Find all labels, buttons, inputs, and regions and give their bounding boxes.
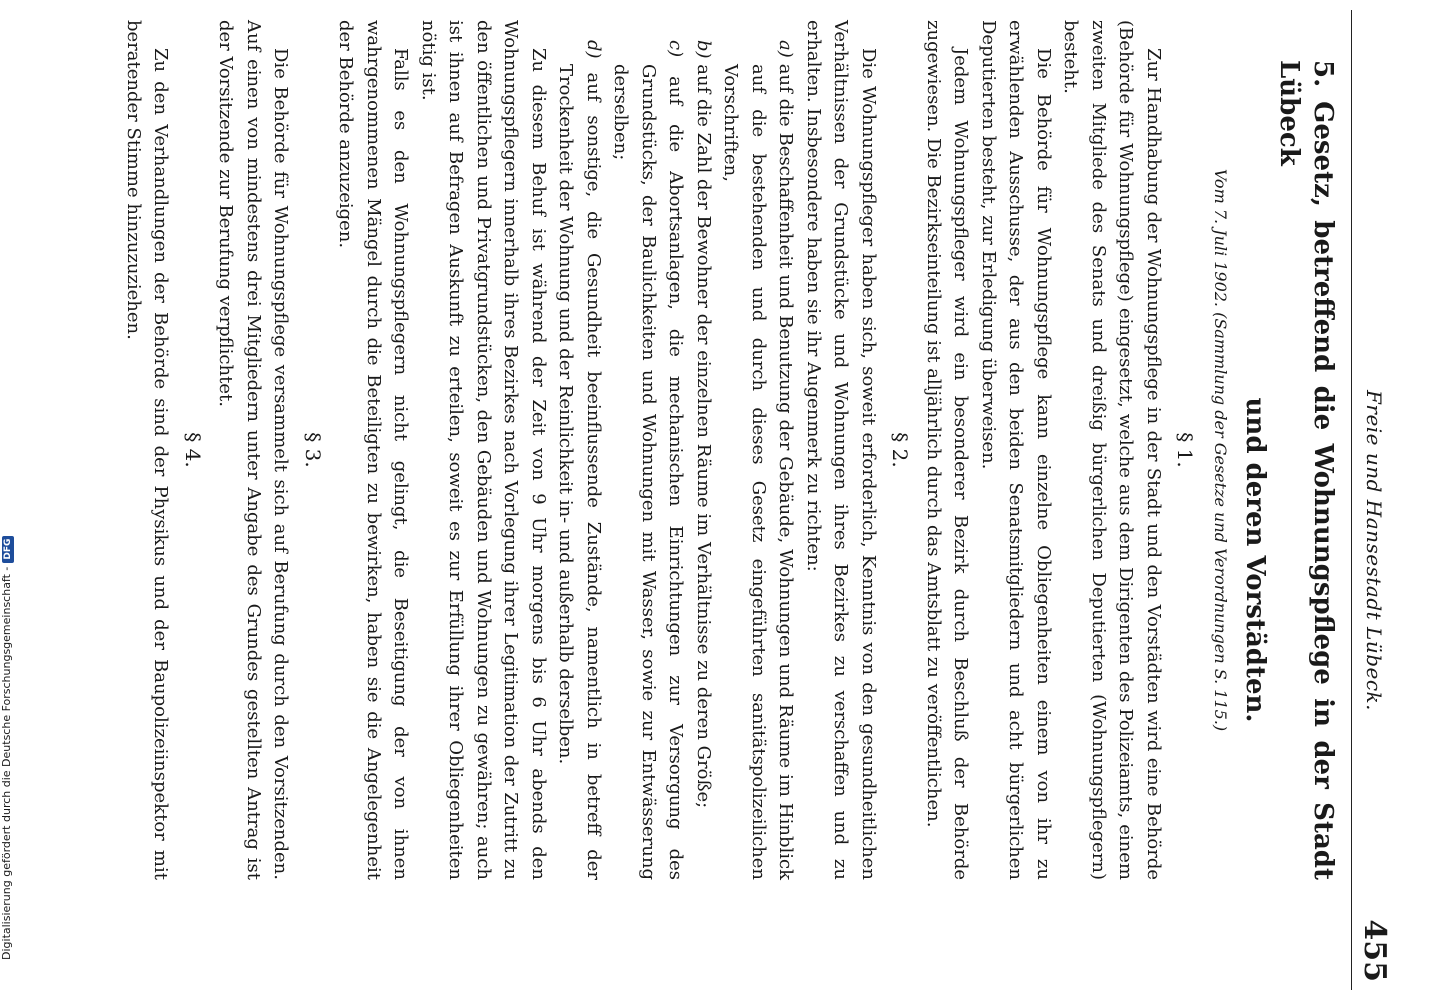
section-4-paragraph-1: Zu den Verhandlungen der Behörde sind der Physikus und der Baupolizeiinspektor mit beratender Stimme hinzuzuziehen.	[123, 20, 172, 880]
list-letter: c)	[665, 40, 687, 58]
document-title	[1238, 20, 1340, 880]
section-3-paragraph-1: Die Behörde für Wohnungspflege versammelt sich auf Berufung durch den Vorsitzenden. Auf einen von mindestens drei Mitgliedern unter Angabe des Grundes gestellten Antrag ist der Vorsitzende zur Berufung verpflichtet.	[215, 20, 292, 880]
source-citation: Vom 7. Juli 1902. (Sammlung der Gesetze und Verordnungen S. 115.)	[1211, 168, 1230, 732]
list-item-text: auf die Zahl der Bewohner der einzelnen Räume im Verhältnisse zu deren Größe;	[693, 64, 714, 809]
section-1-paragraph-3: Jedem Wohnungspfleger wird ein besonderer Bezirk durch Beschluß der Behörde zugewiesen. Die Bezirkseinteilung ist alljährlich durch das Amtsblatt zu veröffentlichen.	[923, 20, 972, 880]
section-2-paragraph-3: Falls es den Wohnungspflegern nicht gelingt, die Beseitigung der von ihnen wahrgenommenen Mängel durch die Beteiligten zu bewirken, haben sie die Angelegenheit der Behörde anzuzeigen.	[335, 20, 412, 880]
list-item-text: auf sonstige, die Gesundheit beeinflussende Zustände, namentlich in betreff der Trockenheit der Wohnung und der Reinlichkeit in- und außerhalb derselben.	[555, 64, 604, 880]
document-number: 5.	[1308, 60, 1338, 88]
section-heading-4: § 4.	[181, 432, 205, 468]
dfg-logo: DFG	[2, 536, 14, 563]
list-item-text: auf die Abortsanlagen, die mechanischen Einrichtungen zur Versorgung des Grundstücks, der Baulichkeiten und Wohnungen mit Wasser, sowie zur Entwässerung derselben;	[610, 64, 687, 880]
section-2-paragraph-2: Zu diesem Behuf ist während der Zeit von 9 Uhr morgens bis 6 Uhr abends den Wohnungspflegern innerhalb ihres Bezirkes nach Vorlegung ihrer Legitimation der Zutritt zu den öffentlichen und Privatgrundstücken, den Gebäuden und Wohnungen zu gewähren; auch ist ihnen auf Befragen Auskunft zu erteilen, soweit es zur Erfüllung ihrer Obliegenheiten nötig ist.	[418, 20, 549, 880]
digitization-note-text: Digitalisierung gefördert durch die Deutsche Forschungsgemeinschaft -	[0, 566, 13, 960]
list-item-a	[717, 20, 800, 880]
page-number: 455	[1357, 919, 1392, 982]
list-item-b	[690, 20, 718, 880]
section-heading-3: § 3.	[301, 432, 325, 468]
title-line-2: und deren Vorstädten.	[1240, 397, 1270, 723]
section-1-paragraph-1: Zur Handhabung der Wohnungspflege in der Stadt und den Vorstädten wird eine Behörde (Behörde für Wohnungspflege) eingesetzt, welche aus dem Dirigenten des Polizeiamts, einem zweiten Mitgliede des Senats und dreißig bürgerlichen Deputierten (Wohnungspflegern) besteht.	[1060, 20, 1164, 880]
running-title: Freie und Hansestadt Lübeck.	[1362, 390, 1386, 712]
list-item-c	[607, 20, 690, 880]
list-item-d	[552, 20, 607, 880]
document-body	[120, 20, 1341, 880]
section-2-paragraph-1: Die Wohnungspfleger haben sich, soweit erforderlich, Kenntnis von den gesundheitlichen Verhältnissen der Grundstücke und Wohnungen ihres Bezirkes zu verschaffen und zu erhalten. Insbesondere haben sie ihr Augenmerk zu richten:	[803, 20, 879, 880]
title-line-1: Gesetz, betreffend die Wohnungspflege in der Stadt Lübeck	[1274, 60, 1338, 880]
section-1-paragraph-2: Die Behörde für Wohnungspflege kann einzelne Obliegenheiten einem von ihr zu erwählenden Ausschusse, der aus den beiden Senatsmitgliedern und acht bürgerlichen Deputierten besteht, zur Erledigung überweisen.	[978, 20, 1054, 880]
digitization-note	[0, 0, 22, 960]
section-heading-1: § 1.	[1173, 432, 1198, 468]
list-item-text: auf die Beschaffenheit und Benutzung der Gebäude, Wohnungen und Räume im Hinblick auf die bestehenden und durch dieses Gesetz eingeführten sanitätspolizeilichen Vorschriften,	[720, 63, 797, 880]
rotated-page	[100, 10, 1400, 990]
list-letter: d)	[583, 40, 604, 59]
section-heading-2: § 2.	[888, 432, 913, 468]
page-header	[1351, 10, 1392, 990]
list-letter: b)	[693, 40, 714, 59]
list-letter: a)	[775, 40, 797, 58]
